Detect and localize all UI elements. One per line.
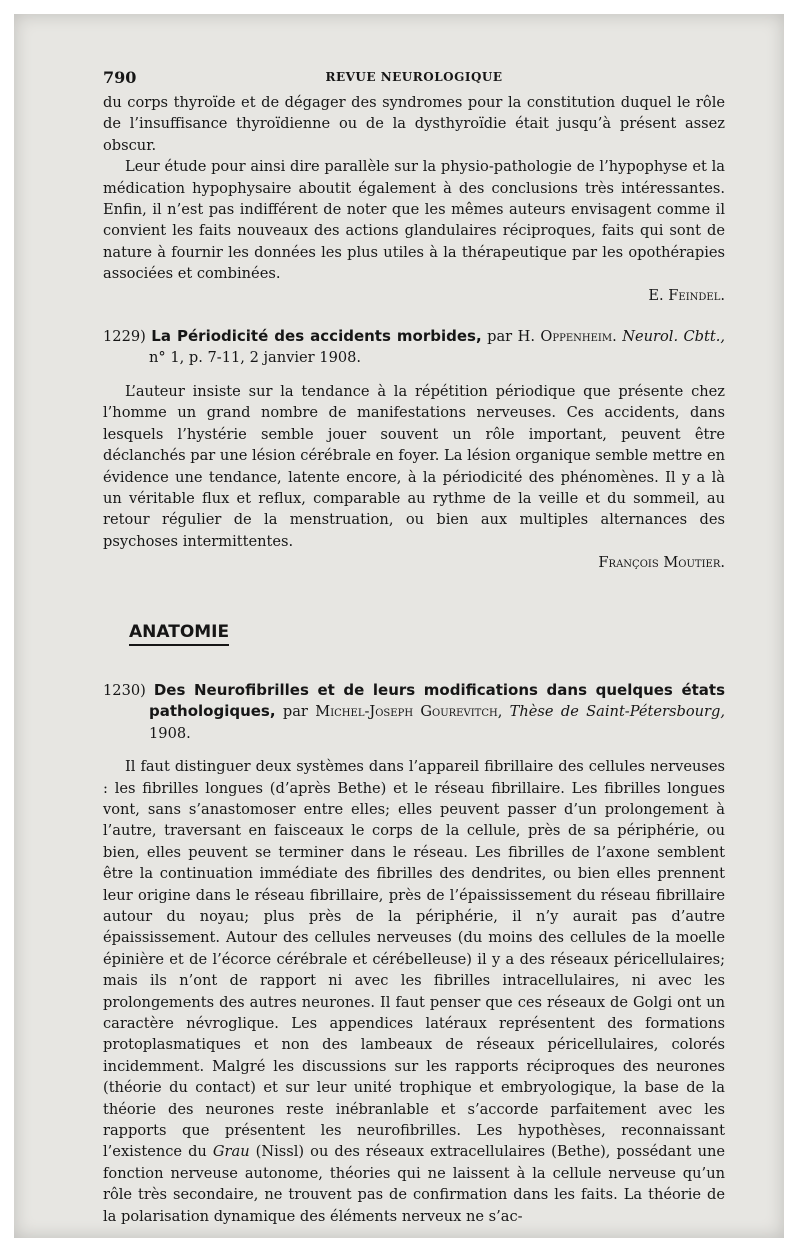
entry-1229-by: par <box>487 328 513 346</box>
signature-feindel: E. Feindel. <box>648 286 725 304</box>
entry-1229-journal: Neurol. Cbtt., <box>622 328 726 346</box>
paragraph-neurofibrilles-part-b: (Nissl) ou des réseaux extracellulaires (Bethe), possédant une fonction nerveuse autonome, théories qui ne laissent à la cellule nerveuse qu’un rôle très secondaire, ne trouvent pas de confirmation dans les faits. La théorie de la polarisation dynamique des éléments nerveux ne s’ac- <box>103 1143 726 1225</box>
entry-1230-heading <box>103 680 725 744</box>
entry-1230-by: par <box>282 703 308 721</box>
signature-moutier: François Moutier. <box>598 554 725 572</box>
entry-1229-number: 1229) <box>103 328 146 346</box>
entry-1229-author: H. Oppenheim. <box>517 328 617 346</box>
page-content <box>103 64 725 1227</box>
entry-1230-thesis: Thèse de Saint-Pétersbourg, <box>509 703 725 721</box>
section-heading-anatomie: ANATOMIE <box>129 622 229 646</box>
paragraph-periodicity: L’auteur insiste sur la tendance à la répétition périodique que présente chez l’homme un grand nombre de manifestations nerveuses. Ces accidents, dans lesquels l’hystérie semble jouer souvent un rôle important, peuvent être déclanchés par une lésion cérébrale en foyer. La lésion organique semble mettre en évidence une tendance, latente encore, à la périodicité des phénomènes. Il y a là un véritable flux et reflux, comparable au rythme de la veille et du sommeil, au retour régulier de la menstruation, ou bien aux multiples alternances des psychoses intermittentes. <box>103 382 725 550</box>
entry-1229-heading <box>103 326 725 369</box>
running-title: REVUE NEUROLOGIQUE <box>325 70 503 84</box>
section-heading-wrapper <box>103 574 725 660</box>
entry-1230-number: 1230) <box>103 681 146 699</box>
entry-1230-title: Des Neurofibrilles et de leurs modifications dans quelques états pathologiques, <box>149 680 726 721</box>
entry-1229-title: La Périodicité des accidents morbides, <box>151 327 482 346</box>
paragraph-thyroid-continuation: du corps thyroïde et de dégager des syndromes pour la constitution duquel le rôle de l’insuffisance thyroïdienne ou de la dysthyroïdie était jusqu’à présent assez obscur. <box>103 94 725 154</box>
paragraph-hypophysis-text: Leur étude pour ainsi dire parallèle sur la physio-pathologie de l’hypophyse et la médication hypophysaire aboutit également à des conclusions très intéressantes. Enfin, il n’est pas indifférent de noter que les mêmes auteurs envisagent comme il convient les faits nouveaux des actions glandulaires réciproques, faits qui sont de nature à fournir les données les plus utiles à la thérapeutique par les opothérapies associées et combinées. <box>103 158 725 283</box>
entry-1230-author: Michel-Joseph Gourevitch, <box>315 703 503 721</box>
entry-1230-year: 1908. <box>149 724 191 742</box>
entry-1229-details: n° 1, p. 7-11, 2 janvier 1908. <box>149 349 362 367</box>
paragraph-hypophysis <box>103 156 725 284</box>
page-number: 790 <box>103 68 137 87</box>
paragraph-neurofibrilles <box>103 756 725 1227</box>
paragraph-neurofibrilles-part-a: Il faut distinguer deux systèmes dans l’appareil fibrillaire des cellules nerveuses : les fibrilles longues (d’après Bethe) et le réseau fibrillaire. Les fibrilles longues vont, sans s’anastomoser entre elles; elles peuvent passer d’un prolongement à l’autre, traversant en faisceaux le corps de la cellule, près de sa périphérie, ou bien, elles peuvent se terminer dans le réseau. Les fibrilles de l’axone semblent être la continuation immédiate des fibrilles des dendrites, ou bien elles prennent leur origine dans le réseau fibrillaire, près de l’épaississement du réseau fibrillaire autour du noyau; plus près de la périphérie, il n’y aurait pas d’autre épaississement. Autour des cellules nerveuses (du moins des cellules de la moelle épinière et de l’écorce cérébrale et cérébelleuse) il y a des réseaux péricellulaires; mais ils n’ont de rapport ni avec les fibrilles intracellulaires, ni avec les prolongements des autres neurones. Il faut penser que ces réseaux de Golgi ont un caractère névroglique. Les appendices latéraux représentent des formations protoplasmatiques et non des lambeaux de réseaux péricellulaires, colorés incidemment. Malgré les discussions sur les rapports réciproques des neurones (théorie du contact) et sur leur unité trophique et embryologique, la base de la théorie des neurones reste inébranlable et s’accorde parfaitement avec les rapports que présentent les neurofibrilles. Les hypothèses, reconnaissant l’existence du <box>103 758 725 1161</box>
term-grau: Grau <box>212 1143 250 1161</box>
